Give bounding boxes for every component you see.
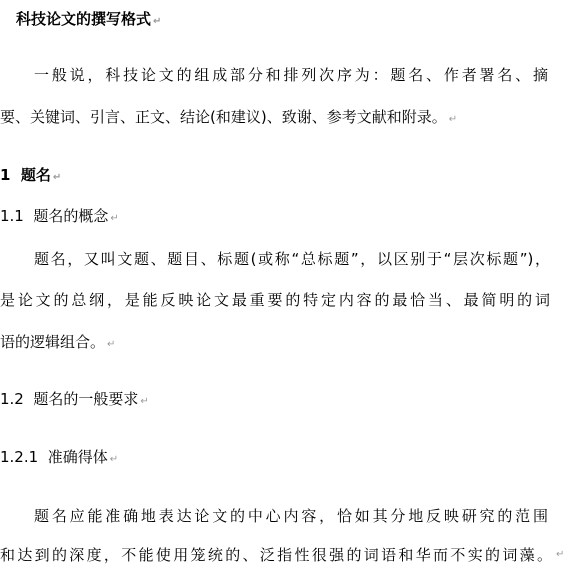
document-title-text: 科技论文的撰写格式	[16, 10, 152, 28]
heading-1-2-1: 1.2.1 准确得体 ↵	[0, 448, 119, 466]
paragraph-mark-icon: ↵	[52, 172, 62, 183]
paragraph-mark-icon: ↵	[448, 114, 458, 125]
paragraph-1-line-3: 语的逻辑组合。 ↵	[0, 333, 116, 351]
paragraph-1-line-1: 题名，又叫文题、题目、标题(或称“总标题”，以区别于“层次标题”)，	[34, 250, 550, 268]
heading-1-2: 1.2 题名的一般要求 ↵	[0, 390, 149, 408]
paragraph-mark-icon: ↵	[153, 16, 162, 27]
document-title	[16, 10, 161, 31]
paragraph-2-line-1: 题名应能准确地表达论文的中心内容，恰如其分地反映研究的范围	[34, 507, 548, 525]
heading-1: 1 题名 ↵	[0, 166, 62, 184]
heading-1-1: 1.1 题名的概念 ↵	[0, 207, 119, 225]
paragraph-1-line-2: 是论文的总纲，是能反映论文最重要的特定内容的最恰当、最简明的词	[0, 291, 550, 309]
paragraph-mark-icon: ↵	[107, 339, 116, 350]
intro-line-2: 要、关键词、引言、正文、结论(和建议)、致谢、参考文献和附录。 ↵	[0, 108, 458, 126]
paragraph-2-line-2: 和达到的深度，不能使用笼统的、泛指性很强的词语和华而不实的词藻。	[0, 546, 552, 564]
paragraph-mark-icon: ↵	[556, 549, 565, 560]
paragraph-mark-icon: ↵	[109, 454, 119, 465]
paragraph-mark-icon: ↵	[110, 213, 119, 224]
intro-line-1: 一般说，科技论文的组成部分和排列次序为：题名、作者署名、摘	[34, 66, 548, 84]
paragraph-mark-icon: ↵	[140, 396, 149, 407]
